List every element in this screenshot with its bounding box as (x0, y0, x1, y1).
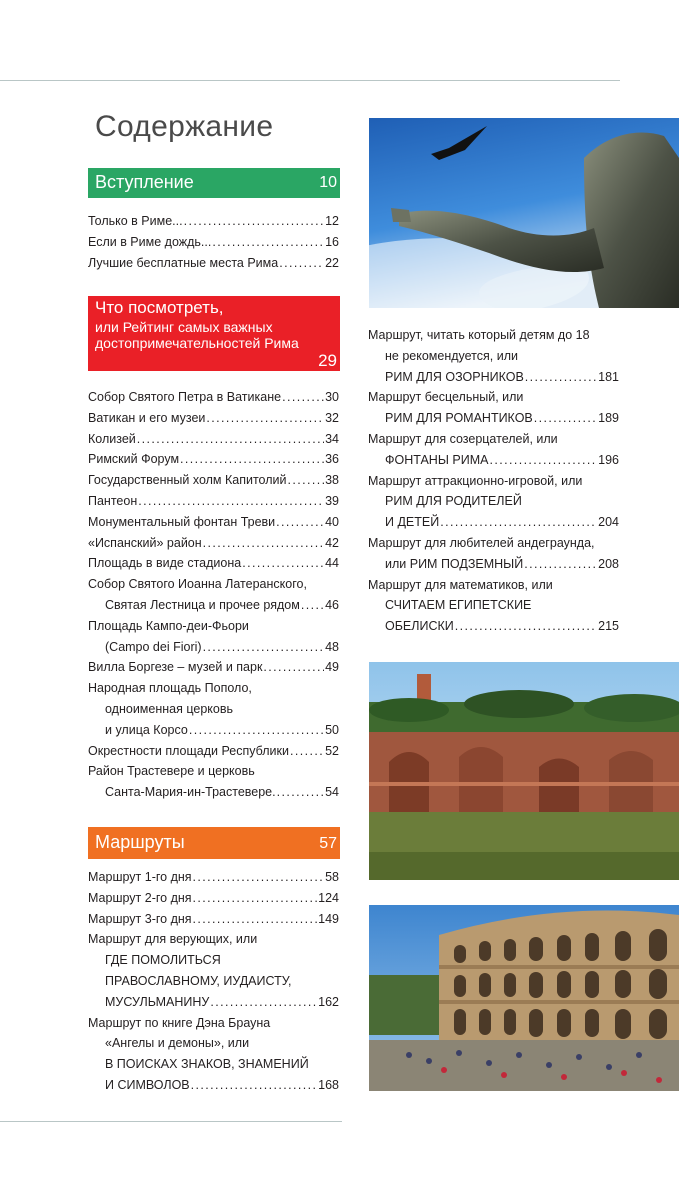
toc-entry-title: и улица Корсо (105, 722, 188, 737)
toc-entry-title: Монументальный фонтан Треви (88, 514, 276, 529)
section-title: Что посмотреть, (95, 298, 224, 317)
toc-entry[interactable] (88, 408, 339, 429)
toc-entry[interactable] (88, 616, 339, 637)
toc-entry[interactable] (88, 761, 339, 782)
toc-entry-title: «Ангелы и демоны», или (105, 1036, 250, 1051)
toc-entry-title: Римский Форум (88, 452, 180, 467)
toc-entry[interactable] (368, 325, 619, 346)
toc-list-intro (88, 211, 339, 273)
toc-entry[interactable] (368, 512, 619, 533)
toc-entry-title: Колизей (88, 431, 136, 446)
toc-entry-page: 196 (598, 452, 619, 467)
toc-entry-page: 36 (325, 452, 339, 467)
toc-entry[interactable] (88, 211, 339, 232)
toc-entry[interactable] (368, 533, 619, 554)
toc-entry-title: Санта-Мария-ин-Трастевере. (105, 785, 276, 800)
toc-entry-title: (Campo dei Fiori) (105, 639, 202, 654)
toc-entry-page: 39 (325, 493, 339, 508)
toc-entry-title: Маршрут для любителей андеграунда, (368, 535, 595, 550)
toc-entry-title: Маршрут для математиков, или (368, 577, 553, 592)
dot-leader (489, 450, 597, 471)
toc-entry-title: Площадь в виде стадиона (88, 556, 242, 571)
toc-entry-title: Маршрут для созерцателей, или (368, 431, 558, 446)
toc-entry-page: 215 (598, 619, 619, 634)
dot-leader (276, 512, 324, 533)
toc-entry-title: РИМ ДЛЯ РОМАНТИКОВ (385, 411, 533, 426)
toc-entry-title: Маршрут, читать который детям до 18 (368, 328, 590, 342)
toc-entry-title: Маршрут бесцельный, или (368, 390, 524, 405)
toc-entry-title: Район Трастевере и церковь (88, 764, 255, 779)
toc-entry[interactable] (88, 533, 339, 554)
dot-leader (189, 720, 324, 741)
toc-entry[interactable] (368, 575, 619, 596)
toc-entry[interactable] (88, 491, 339, 512)
toc-entry-page: 46 (325, 597, 339, 612)
toc-entry-page: 40 (325, 514, 339, 529)
statue-photo (369, 118, 679, 308)
toc-entry-title: Собор Святого Петра в Ватикане (88, 390, 282, 404)
toc-entry-title: Маршрут по книге Дэна Брауна (88, 1015, 271, 1030)
toc-entry[interactable] (368, 346, 619, 367)
toc-entry-page: 48 (325, 639, 339, 654)
dot-leader (193, 867, 325, 888)
toc-entry-page: 12 (325, 214, 339, 228)
toc-entry-page: 162 (318, 994, 339, 1009)
toc-entry-title: ГДЕ ПОМОЛИТЬСЯ (105, 953, 221, 968)
dot-leader (301, 595, 324, 616)
toc-entry[interactable] (368, 616, 619, 637)
dot-leader (212, 232, 324, 253)
toc-entry-title: Маршрут для верующих, или (88, 932, 258, 947)
toc-entry[interactable] (88, 253, 339, 274)
toc-entry[interactable] (88, 1075, 339, 1096)
toc-entry[interactable] (368, 471, 619, 492)
dot-leader (203, 637, 325, 658)
toc-entry[interactable] (88, 741, 339, 762)
toc-entry-title: Ватикан и его музеи (88, 410, 206, 425)
toc-entry[interactable] (368, 387, 619, 408)
toc-entry-title: Лучшие бесплатные места Рима (88, 255, 279, 270)
toc-entry-title: И ДЕТЕЙ (385, 515, 440, 530)
dot-leader (184, 211, 325, 232)
dot-leader (210, 992, 317, 1013)
toc-entry-page: 124 (318, 890, 339, 905)
section-header-routes[interactable] (88, 827, 340, 859)
section-title: Маршруты (95, 832, 185, 852)
toc-entry-page: 34 (325, 431, 339, 446)
toc-list-routes-continued (368, 325, 619, 637)
toc-entry-title: Маршрут 3-го дня (88, 911, 192, 926)
toc-entry-title: РИМ ДЛЯ РОДИТЕЛЕЙ (385, 494, 522, 509)
section-header-sights[interactable] (88, 296, 340, 371)
dot-leader (138, 491, 324, 512)
dot-leader (524, 554, 597, 575)
dot-leader (282, 387, 324, 408)
section-page: 57 (319, 835, 337, 852)
toc-entry[interactable] (88, 678, 339, 699)
toc-entry[interactable] (88, 1054, 339, 1075)
dot-leader (137, 429, 324, 450)
toc-entry-page: 54 (325, 785, 339, 800)
toc-entry-title: ФОНТАНЫ РИМА (385, 452, 489, 467)
toc-entry-page: 149 (318, 911, 339, 926)
toc-entry-title: МУСУЛЬМАНИНУ (105, 994, 210, 1009)
toc-entry-title: ОБЕЛИСКИ (385, 619, 454, 634)
toc-entry-title: И СИМВОЛОВ (105, 1077, 190, 1092)
toc-entry[interactable] (88, 720, 339, 741)
toc-entry-page: 30 (325, 390, 339, 404)
toc-list-sights (88, 387, 339, 803)
toc-entry-title: Маршрут 2-го дня (88, 890, 192, 905)
toc-entry-page: 32 (325, 410, 339, 425)
toc-entry[interactable] (88, 950, 339, 971)
toc-entry[interactable] (368, 554, 619, 575)
toc-entry[interactable] (88, 929, 339, 950)
toc-entry-title: или РИМ ПОДЗЕМНЫЙ (385, 556, 524, 571)
dot-leader (534, 408, 597, 429)
toc-entry-title: ПРАВОСЛАВНОМУ, ИУДАИСТУ, (105, 973, 292, 988)
toc-entry-page: 168 (318, 1077, 339, 1092)
section-header-intro[interactable] (88, 168, 340, 198)
dot-leader (290, 741, 324, 762)
toc-entry[interactable] (88, 387, 339, 408)
toc-entry[interactable] (88, 1033, 339, 1054)
toc-entry-title: СЧИТАЕМ ЕГИПЕТСКИЕ (385, 598, 532, 613)
toc-entry-page: 52 (325, 743, 339, 758)
dot-leader (180, 449, 324, 470)
toc-entry[interactable] (368, 450, 619, 471)
dot-leader (263, 657, 324, 678)
toc-entry-page: 22 (325, 255, 339, 270)
ruins-photo (369, 662, 679, 880)
toc-entry[interactable] (88, 782, 339, 803)
toc-entry-title: Окрестности площади Республики (88, 743, 289, 758)
toc-entry-title: Только в Риме... (88, 214, 183, 228)
toc-entry-page: 49 (325, 660, 339, 675)
toc-entry-title: не рекомендуется, или (385, 348, 518, 363)
toc-entry-title: одноименная церковь (105, 701, 233, 716)
toc-entry[interactable] (88, 449, 339, 470)
page-title: Содержание (95, 110, 274, 143)
toc-entry[interactable] (88, 595, 339, 616)
dot-leader (193, 909, 318, 930)
toc-entry[interactable] (88, 470, 339, 491)
toc-entry-title: Святая Лестница и прочее рядом (105, 597, 300, 612)
section-page: 10 (319, 174, 337, 191)
toc-entry[interactable] (88, 867, 339, 888)
toc-entry-page: 50 (325, 722, 339, 737)
toc-entry-title: Площадь Кампо-деи-Фьори (88, 618, 249, 633)
toc-entry[interactable] (88, 1013, 339, 1034)
dot-leader (191, 1075, 317, 1096)
toc-entry[interactable] (88, 512, 339, 533)
dot-leader (288, 470, 325, 491)
toc-entry[interactable] (88, 553, 339, 574)
colosseum-photo (369, 905, 679, 1091)
toc-entry[interactable] (88, 888, 339, 909)
toc-entry[interactable] (88, 657, 339, 678)
top-rule (0, 80, 620, 81)
toc-entry[interactable] (88, 429, 339, 450)
toc-entry[interactable] (88, 992, 339, 1013)
toc-entry-page: 38 (325, 473, 339, 488)
dot-leader (206, 408, 324, 429)
toc-entry[interactable] (88, 971, 339, 992)
toc-entry-page: 58 (325, 870, 339, 884)
section-subtitle: или Рейтинг самых важных достопримечательностей Рима (95, 319, 299, 351)
toc-entry-title: Пантеон (88, 493, 138, 508)
toc-entry[interactable] (88, 574, 339, 595)
toc-entry-page: 42 (325, 535, 339, 550)
toc-entry-page: 44 (325, 556, 339, 571)
toc-entry-page: 208 (598, 556, 619, 571)
toc-entry[interactable] (368, 408, 619, 429)
toc-entry-page: 181 (598, 369, 619, 384)
toc-entry-page: 189 (598, 411, 619, 426)
toc-list-routes (88, 867, 339, 1096)
toc-entry-page: 16 (325, 234, 339, 249)
toc-entry[interactable] (368, 429, 619, 450)
toc-entry-title: В ПОИСКАХ ЗНАКОВ, ЗНАМЕНИЙ (105, 1057, 309, 1072)
toc-entry-page: 204 (598, 515, 619, 530)
toc-entry[interactable] (368, 595, 619, 616)
toc-entry-title: Народная площадь Пополо, (88, 681, 252, 696)
dot-leader (525, 367, 597, 388)
toc-entry[interactable] (368, 367, 619, 388)
toc-entry[interactable] (88, 232, 339, 253)
dot-leader (203, 533, 324, 554)
dot-leader (193, 888, 318, 909)
section-page: 29 (318, 351, 337, 370)
section-title: Вступление (95, 172, 194, 192)
dot-leader (440, 512, 597, 533)
toc-entry[interactable] (88, 909, 339, 930)
bottom-rule (0, 1121, 342, 1122)
toc-entry-title: Государственный холм Капитолий (88, 473, 287, 488)
toc-entry[interactable] (88, 699, 339, 720)
toc-entry-title: Собор Святого Иоанна Латеранского, (88, 577, 307, 592)
toc-entry-title: «Испанский» район (88, 535, 202, 550)
dot-leader (242, 553, 324, 574)
dot-leader (279, 253, 324, 274)
toc-entry-title: Вилла Боргезе – музей и парк (88, 660, 263, 675)
toc-entry[interactable] (88, 637, 339, 658)
toc-entry[interactable] (368, 491, 619, 512)
toc-entry-title: Маршрут 1-го дня (88, 870, 192, 884)
toc-entry-title: Маршрут аттракционно-игровой, или (368, 473, 583, 488)
dot-leader (455, 616, 597, 637)
toc-entry-title: Если в Риме дождь... (88, 234, 212, 249)
toc-entry-title: РИМ ДЛЯ ОЗОРНИКОВ (385, 369, 524, 384)
dot-leader (277, 782, 325, 803)
